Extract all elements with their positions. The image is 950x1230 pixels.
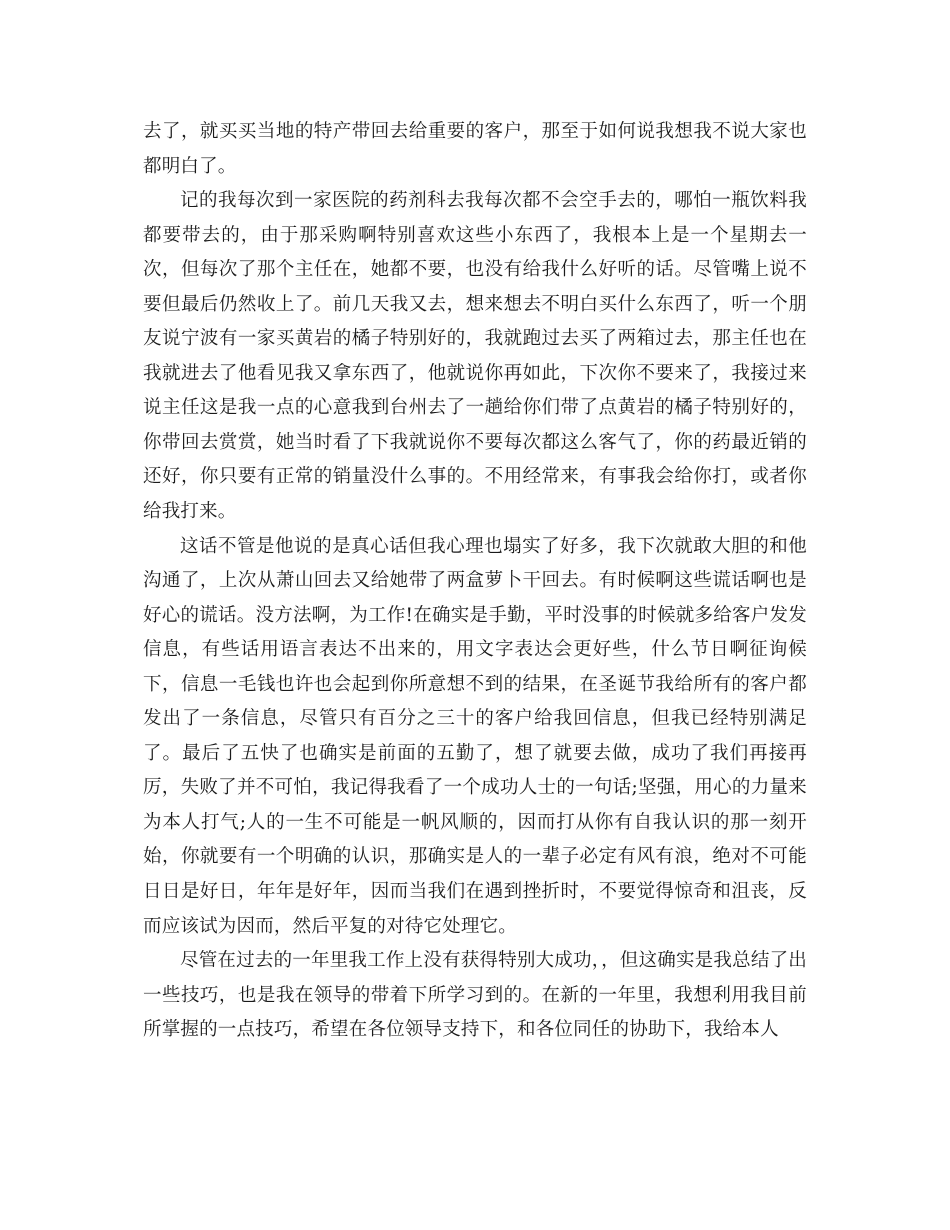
paragraph-continued: 去了，就买买当地的特产带回去给重要的客户，那至于如何说我想我不说大家也都明白了。 [143, 121, 807, 177]
document-body [143, 115, 807, 1048]
paragraph-reflection: 这话不管是他说的是真心话但我心理也塌实了好多，我下次就敢大胆的和他沟通了，上次从萧山回去又给她带了两盒萝卜干回去。有时候啊这些谎话啊也是好心的谎话。没方法啊，为工作!在确实是手勤，平时没事的时候就多给客户发发信息，有些话用语言表达不出来的，用文字表达会更好些，什么节日啊征询候下，信息一毛钱也许也会起到你所意想不到的结果，在圣诞节我给所有的客户都发出了一条信息，尽管只有百分之三十的客户给我回信息，但我已经特别满足了。最后了五快了也确实是前面的五勤了，想了就要去做，成功了我们再接再厉，失败了并不可怕，我记得我看了一个成功人士的一句话;坚强，用心的力量来为本人打气;人的一生不可能是一帆风顺的，因而打从你有自我认识的那一刻开始，你就要有一个明确的认识，那确实是人的一辈子必定有风有浪，绝对不可能日日是好日，年年是好年，因而当我们在遇到挫折时，不要觉得惊奇和沮丧，反而应该试为因而，然后平复的对待它处理它。 [143, 535, 807, 937]
paragraph-summary: 尽管在过去的一年里我工作上没有获得特别大成功，，但这确实是我总结了出一些技巧，也是我在领导的带着下所学习到的。在新的一年里，我想利用我目前所掌握的一点技巧，希望在各位领导支持下，和各位同任的协助下，我给本人 [143, 950, 807, 1041]
paragraph-hospital-visit: 记的我每次到一家医院的药剂科去我每次都不会空手去的，哪怕一瓶饮料我都要带去的，由于那采购啊特别喜欢这些小东西了，我根本上是一个星期去一次，但每次了那个主任在，她都不要，也没有给我什么好听的话。尽管嘴上说不要但最后仍然收上了。前几天我又去，想来想去不明白买什么东西了，听一个朋友说宁波有一家买黄岩的橘子特别好的，我就跑过去买了两箱过去，那主任也在我就进去了他看见我又拿东西了，他就说你再如此，下次你不要来了，我接过来说主任这是我一点的心意我到台州去了一趟给你们带了点黄岩的橘子特别好的，你带回去赏赏，她当时看了下我就说你不要每次都这么客气了，你的药最近销的还好，你只要有正常的销量没什么事的。不用经常来，有事我会给你打，或者你给我打来。 [143, 190, 807, 523]
